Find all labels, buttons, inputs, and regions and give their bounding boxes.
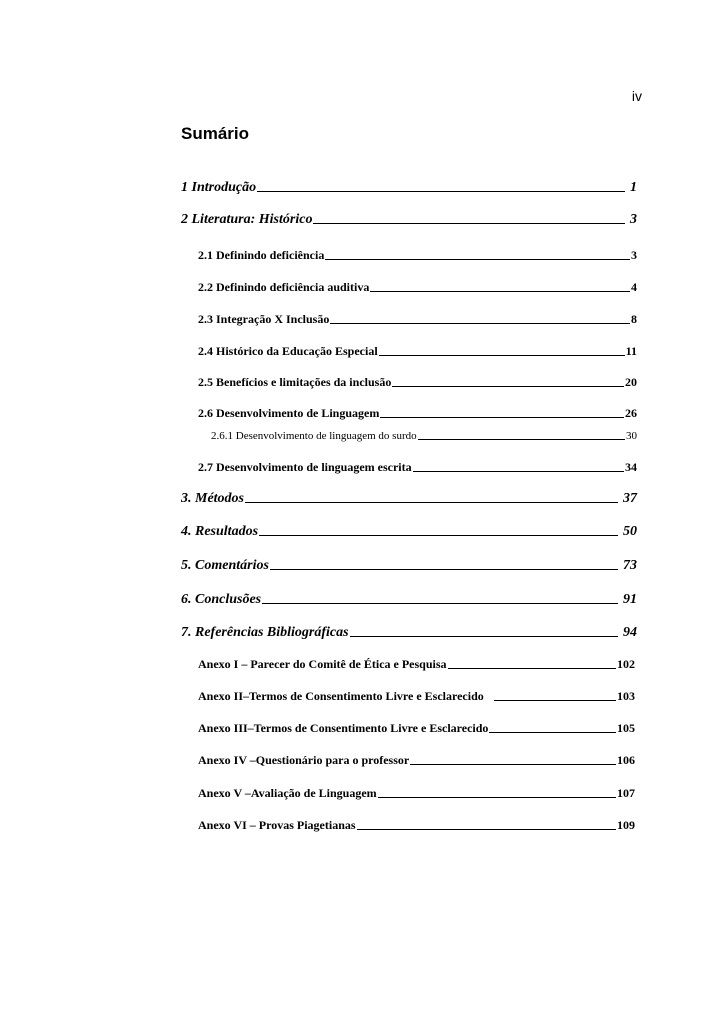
dot-leader [392, 386, 624, 387]
toc-entry-conclusoes[interactable] [181, 592, 637, 608]
toc-entry-literatura[interactable] [181, 212, 637, 228]
dot-leader [494, 700, 616, 701]
toc-entry-anexo-2[interactable] [181, 689, 635, 704]
toc-entry-label: 3. Métodos [181, 491, 244, 506]
dot-leader [357, 829, 616, 830]
toc-entry-label: Anexo VI – Provas Piagetianas [198, 818, 356, 832]
toc-entry-referencias[interactable] [181, 625, 637, 641]
toc-entry-page: 107 [617, 786, 635, 800]
toc-entry-page: 73 [623, 558, 637, 573]
toc-entry-2-2[interactable] [181, 280, 637, 295]
toc-entry-2-1[interactable] [181, 248, 637, 263]
toc-entry-anexo-3[interactable] [181, 721, 635, 736]
toc-entry-page: 50 [623, 524, 637, 539]
dot-leader [378, 797, 616, 798]
toc-entry-label: 2.6.1 Desenvolvimento de linguagem do surdo [211, 430, 417, 442]
toc-entry-label: 2.4 Histórico da Educação Especial [198, 344, 378, 358]
toc-entry-page: 3 [631, 248, 637, 262]
dot-leader [325, 259, 630, 260]
dot-leader [330, 323, 630, 324]
toc-entry-2-3[interactable] [181, 312, 637, 327]
toc-entry-page: 109 [617, 818, 635, 832]
toc-entry-page: 26 [625, 406, 637, 420]
toc-entry-page: 102 [617, 657, 635, 671]
toc-entry-page: 4 [631, 280, 637, 294]
dot-leader [370, 291, 630, 292]
toc-entry-comentarios[interactable] [181, 558, 637, 574]
toc-entry-2-6[interactable] [181, 406, 637, 421]
toc-entry-anexo-1[interactable] [181, 657, 635, 672]
toc-entry-label: Anexo I – Parecer do Comitê de Ética e Pesquisa [198, 657, 447, 671]
toc-entry-label: Anexo III–Termos de Consentimento Livre e Esclarecido [198, 721, 489, 735]
dot-leader [418, 439, 625, 440]
toc-entry-page: 34 [625, 460, 637, 474]
toc-entry-anexo-4[interactable] [181, 753, 635, 768]
toc-entry-label: 4. Resultados [181, 524, 259, 539]
toc-entry-label: 2.6 Desenvolvimento de Linguagem [198, 406, 380, 420]
dot-leader [270, 569, 618, 570]
page-number: iv [631, 88, 642, 104]
toc-entry-2-6-1[interactable] [181, 430, 637, 442]
toc-entry-label: 2.7 Desenvolvimento de linguagem escrita [198, 460, 412, 474]
dot-leader [257, 191, 625, 192]
dot-leader [380, 417, 624, 418]
toc-entry-label: 2.5 Benefícios e limitações da inclusão [198, 375, 392, 389]
toc-entry-label: Anexo II–Termos de Consentimento Livre e Esclarecido [198, 689, 484, 703]
toc-entry-label: 5. Comentários [181, 558, 269, 573]
page-title: Sumário [181, 124, 250, 143]
toc-entry-label: Anexo IV –Questionário para o professor [198, 753, 410, 767]
toc-entry-page: 103 [617, 689, 635, 703]
dot-leader [262, 603, 618, 604]
toc-entry-resultados[interactable] [181, 524, 637, 540]
toc-entry-anexo-5[interactable] [181, 786, 635, 801]
toc-entry-label: Anexo V –Avaliação de Linguagem [198, 786, 377, 800]
toc-entry-page: 105 [617, 721, 635, 735]
dot-leader [245, 502, 618, 503]
toc-entry-introducao[interactable] [181, 180, 637, 196]
dot-leader [313, 223, 625, 224]
toc-entry-label: 7. Referências Bibliográficas [181, 625, 349, 640]
toc-entry-label: 2.1 Definindo deficiência [198, 248, 325, 262]
dot-leader [259, 535, 618, 536]
dot-leader [489, 732, 616, 733]
toc-entry-page: 3 [630, 212, 637, 227]
toc-entry-label: 2 Literatura: Histórico [181, 212, 313, 227]
toc-entry-page: 11 [625, 344, 637, 358]
toc-entry-page: 20 [625, 375, 637, 389]
toc-entry-page: 1 [630, 180, 637, 195]
dot-leader [350, 636, 618, 637]
toc-entry-label: 6. Conclusões [181, 592, 262, 607]
toc-entry-2-4[interactable] [181, 344, 637, 359]
toc-entry-page: 106 [617, 753, 635, 767]
toc-entry-page: 91 [623, 592, 637, 607]
toc-entry-page: 8 [631, 312, 637, 326]
toc-entry-metodos[interactable] [181, 491, 637, 507]
toc-entry-page: 94 [623, 625, 637, 640]
toc-entry-anexo-6[interactable] [181, 818, 635, 833]
toc-entry-label: 2.3 Integração X Inclusão [198, 312, 330, 326]
toc-entry-label: 2.2 Definindo deficiência auditiva [198, 280, 370, 294]
dot-leader [413, 471, 624, 472]
toc-entry-2-7[interactable] [181, 460, 637, 475]
dot-leader [410, 764, 616, 765]
toc-entry-2-5[interactable] [181, 375, 637, 390]
dot-leader [448, 668, 616, 669]
toc-entry-page: 30 [626, 430, 637, 442]
toc-entry-page: 37 [623, 491, 637, 506]
dot-leader [379, 355, 625, 356]
toc-entry-label: 1 Introdução [181, 180, 257, 195]
